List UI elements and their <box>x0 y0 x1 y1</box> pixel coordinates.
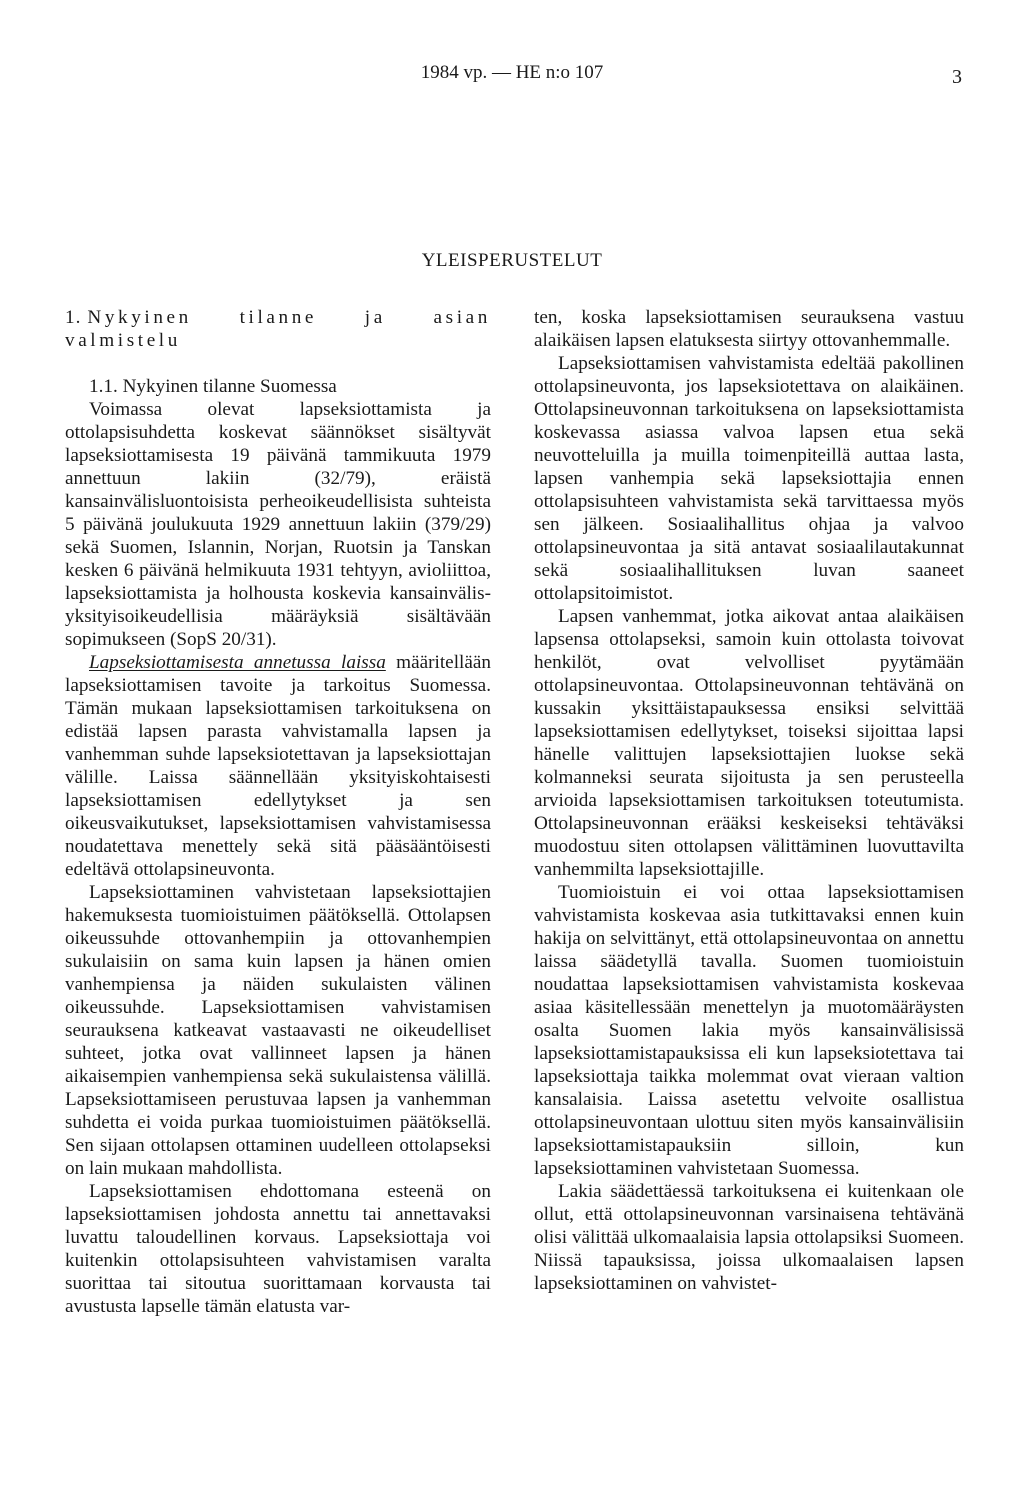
paragraph: Voimassa olevat lapseksiottamista ja ottolapsisuhdetta koskevat säännökset sisältyvät lapseksiottamisesta 19 päivänä tammikuuta 1979 annettuun lakiin (32/79), eräistä kansainvälisluontoisista perheoikeudellisista suhteista 5 päivänä joulukuuta 1929 annettuun lakiin (379/29) sekä Suomen, Islannin, Norjan, Ruotsin ja Tanskan kesken 6 päivänä helmikuuta 1931 tehtyyn, avioliittoa, lapseksiottamista ja holhousta koskevia kansainvälis-yksityisoikeudellisia määräyksiä sisältävään sopimukseen (SopS 20/31). <box>65 399 491 650</box>
section-title: Nykyinen tilanne ja asian valmistelu <box>65 307 491 351</box>
subsection-heading: 1.1. Nykyinen tilanne Suomessa <box>89 376 337 397</box>
section-heading <box>65 306 491 352</box>
paragraph: ten, koska lapseksiottamisen seurauksena vastuu alaikäisen lapsen elatuksesta siirtyy ottovanhemmalle. <box>534 307 964 351</box>
right-column <box>534 306 964 1295</box>
running-title: 1984 vp. — HE n:o 107 <box>420 62 604 83</box>
page-header <box>0 62 1024 92</box>
main-heading: YLEISPERUSTELUT <box>421 250 603 271</box>
left-column <box>65 306 491 1318</box>
paragraph-text: määritellään lapseksiottamisen tavoite ja tarkoitus Suomessa. Tämän mukaan lapseksiottamisen tarkoituksena on edistää lapsen parasta vahvistamalla lapsen ja vanhemman suhde lapseksiotettavan ja lapseksiottajan välille. Laissa säännellään yksityiskohtaisesti lapseksiottamisen edellytykset ja sen oikeusvaikutukset, lapseksiottamisen vahvistamisessa noudatettava menettely sekä sitä pääsääntöisesti edeltävä ottolapsineuvonta. <box>65 652 491 880</box>
paragraph: Lapseksiottamisen vahvistamista edeltää pakollinen ottolapsineuvonta, jos lapseksiotettava on alaikäinen. Ottolapsineuvonnan tarkoituksena on lapseksiottamista koskevassa asiassa valvoa lapsen etua sekä neuvotteluilla ja muilla toimenpiteillä auttaa lasta, lapsen vanhempia sekä lapseksiottajia ennen ottolapsisuhteen vahvistamista sekä tarvittaessa myös sen jälkeen. Sosiaalihallitus ohjaa ja valvoo ottolapsineuvontaa ja sitä antavat sosiaalilautakunnat sekä sosiaalihallituksen luvan saaneet ottolapsitoimistot. <box>534 353 964 604</box>
paragraph: Lapseksiottaminen vahvistetaan lapseksiottajien hakemuksesta tuomioistuimen päätöksellä. Ottolapsen oikeussuhde ottovanhempiin ja ottovanhempien sukulaisiin on sama kuin lapsen ja hänen omien vanhempiensa ja näiden sukulaisten välinen oikeussuhde. Lapseksiottamisen vahvistamisen seurauksena katkeavat vastaavasti ne oikeudelliset suhteet, jotka ovat vallinneet lapsen ja hänen aikaisempien vanhempiensa sekä sukulaistensa välillä. Lapseksiottamiseen perustuvaa lapsen ja vanhemman suhdetta ei voida purkaa tuomioistuimen päätöksellä. Sen sijaan ottolapsen ottaminen uudelleen ottolapseksi on lain mukaan mahdollista. <box>65 882 491 1179</box>
section-number: 1. <box>65 307 82 328</box>
paragraph: Lapseksiottamisen ehdottomana esteenä on lapseksiottamisen johdosta annettu tai annettavaksi luvattu taloudellinen korvaus. Lapseksiottaja voi kuitenkin ottolapsisuhteen vahvistamisen varalta suorittaa tai sitoutua suorittamaan korvausta tai avustusta lapselle tämän elatusta var- <box>65 1181 491 1317</box>
paragraph: Lakia säädettäessä tarkoituksena ei kuitenkaan ole ollut, että ottolapsineuvonnan varsinaisena tehtävänä olisi välittää ulkomaalaisia lapsia ottolapsiksi Suomeen. Niissä tapauksissa, joissa ulkomaalaisen lapsen lapseksiottaminen on vahvistet- <box>534 1181 964 1294</box>
page-number: 3 <box>952 66 962 88</box>
paragraph <box>65 651 491 881</box>
paragraph: Tuomioistuin ei voi ottaa lapseksiottamisen vahvistamista koskevaa asia tutkittavaksi ennen kuin hakija on selvittänyt, että ottolapsineuvontaa on annettu laissa säädetyllä tavalla. Suomen tuomioistuin noudattaa lapseksiottamisen vahvistamista koskevaa asiaa käsitellessään menettelyn ja muotomääräysten osalta Suomen lakia myös kansainvälisissä lapseksiottamistapauksissa eli kun lapseksiotettava tai lapseksiottaja taikka molemmat ovat vieraan valtion kansalaisia. Laissa asetettu velvoite osallistua ottolapsineuvontaan ulottuu siten myös kansainvälisiin lapseksiottamistapauksiin silloin, kun lapseksiottaminen vahvistetaan Suomessa. <box>534 882 964 1179</box>
paragraph: Lapsen vanhemmat, jotka aikovat antaa alaikäisen lapsensa ottolapseksi, samoin kuin ottolasta toivovat henkilöt, ovat velvolliset pyytämään ottolapsineuvontaa. Ottolapsineuvonnan tehtävänä on kussakin yksittäistapauksessa ensiksi selvittää lapseksiottamisen edellytykset, toiseksi sijoittaa lapsi hänelle valittujen lapseksiottajien luokse sekä kolmanneksi seurata sijoitusta ja sen perusteella arvioida lapseksiottamisen tarkoituksen toteutumista. Ottolapsineuvonnan erääksi keskeiseksi tehtäväksi muodostuu siten ottolapsen välittäminen luovuttavilta vanhemmilta lapseksiottajille. <box>534 606 964 880</box>
emphasized-law-title: Lapseksiottamisesta annetussa laissa <box>89 652 386 673</box>
